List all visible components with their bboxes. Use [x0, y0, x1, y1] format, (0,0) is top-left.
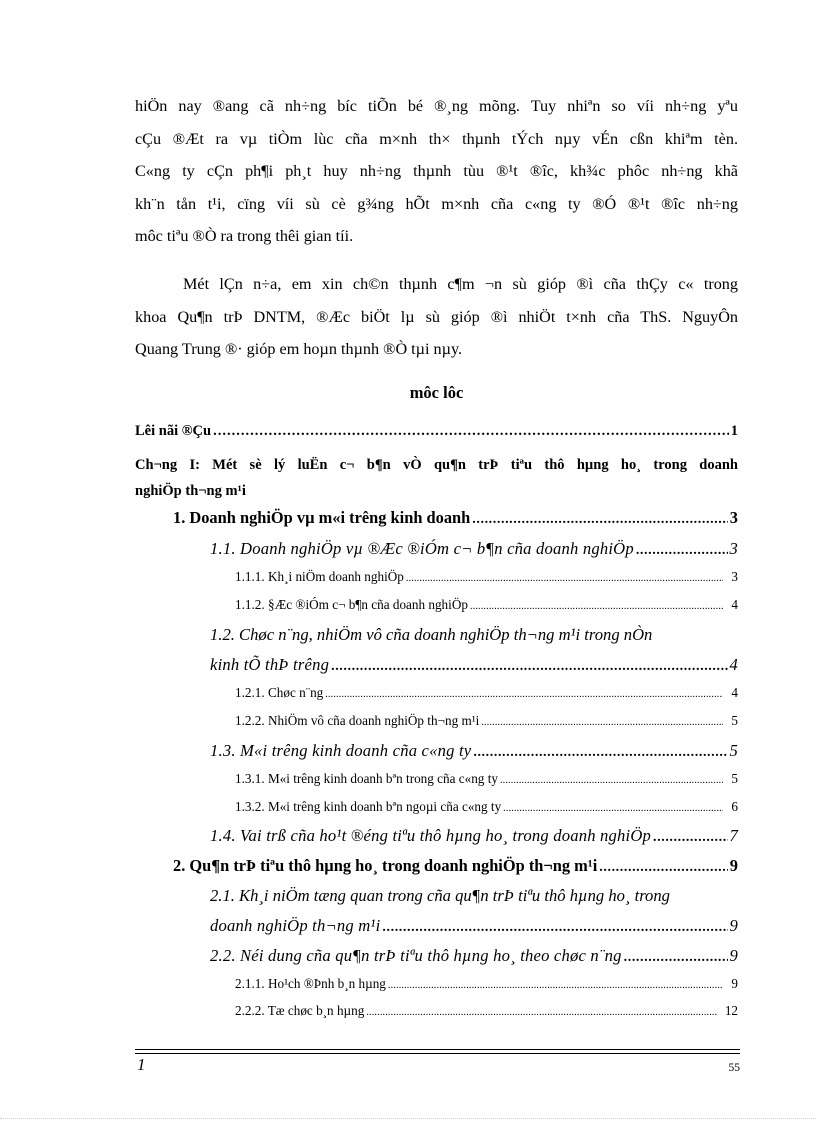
toc-entry-label: 1.1.1. Kh¸i niÖm doanh nghiÖp — [235, 569, 404, 584]
dot-leader — [653, 830, 727, 846]
toc-page-number: 12 — [724, 1003, 738, 1018]
toc-page-number: 5 — [731, 713, 738, 728]
toc-page-number: 4 — [729, 655, 738, 674]
text-line: Ch¬ng I: Mét sè lý luËn c¬ b¶n vÒ qu¶n trÞ tiªu thô hµng ho¸ trong doanh — [135, 457, 738, 473]
intro-paragraph-2 — [135, 268, 738, 366]
toc-page-number: 9 — [729, 856, 738, 875]
toc-entry-label: 1.3.2. M«i trêng kinh doanh bªn ngoµi cña c«ng ty — [235, 799, 502, 814]
toc-entry-1-1[interactable] — [210, 539, 738, 559]
toc-entry-2-1-line1[interactable]: 2.1. Kh¸i niÖm tæng quan trong cña qu¶n trÞ tiªu thô hµng ho¸ trong — [210, 886, 670, 905]
toc-entry-label: kinh tÕ thÞ trêng — [210, 655, 330, 674]
toc-page-number: 3 — [731, 569, 738, 584]
toc-entry-label: doanh nghiÖp th¬ng m¹i — [210, 916, 381, 935]
toc-entry-foreword[interactable] — [135, 423, 738, 440]
toc-entry-label: 2. Qu¶n trÞ tiªu thô hµng ho¸ trong doanh nghiÖp th¬ng m¹i — [173, 856, 598, 875]
toc-entry-1-1-1[interactable] — [235, 569, 738, 585]
dot-leader — [599, 860, 728, 876]
toc-entry-1-2[interactable] — [210, 655, 738, 675]
dot-leader — [388, 980, 724, 991]
dot-leader — [325, 689, 723, 700]
text-line: khoa Qu¶n trÞ DNTM, ®Æc biÖt lµ sù gióp ®ì nhiÖt t×nh cña ThS. NguyÔn — [135, 307, 738, 326]
text-line: môc tiªu ®Ò ra trong thêi gian tíi. — [135, 227, 354, 245]
text-line: C«ng ty cÇn ph¶i ph¸t huy nh÷ng thµnh tùu ®¹t ®îc, kh¾c phôc nh÷ng khã — [135, 162, 738, 180]
intro-paragraph-1 — [135, 90, 738, 253]
text-line: nghiÖp th¬ng m¹i — [135, 483, 246, 499]
toc-entry-label: Lêi nãi ®Çu — [135, 423, 212, 439]
dot-leader — [366, 1007, 716, 1018]
toc-entry-1[interactable] — [173, 508, 738, 528]
text-line: kh¨n tån t¹i, cïng víi sù cè g¾ng hÕt m×nh cña c«ng ty ®Ó ®¹t ®îc nh÷ng — [135, 194, 738, 213]
toc-entry-2-2[interactable] — [210, 946, 738, 966]
toc-page-number: 1 — [730, 423, 738, 439]
toc-title: môc lôc — [409, 383, 464, 402]
toc-entry-1-3[interactable] — [210, 741, 738, 761]
toc-entry-1-2-1[interactable] — [235, 685, 738, 701]
toc-entry-label: 1.3. M«i trêng kinh doanh cña c«ng ty — [210, 741, 472, 760]
text-line: Quang Trung ®· gióp em hoµn thµnh ®Ò tµi nµy. — [135, 340, 463, 358]
toc-entry-label: 1. Doanh nghiÖp vµ m«i trêng kinh doanh — [173, 508, 471, 527]
toc-chapter-1[interactable] — [135, 452, 738, 504]
dot-leader — [213, 423, 729, 440]
dot-leader — [470, 601, 723, 612]
toc-entry-1-2-line1[interactable]: 1.2. Chøc n¨ng, nhiÖm vô cña doanh nghiÖp th¬ng m¹i trong nÒn — [210, 625, 653, 644]
dot-leader — [331, 659, 727, 675]
toc-page-number: 3 — [729, 539, 738, 558]
toc-page-number: 6 — [731, 799, 738, 814]
toc-entry-label: 1.3.1. M«i trêng kinh doanh bªn trong cña c«ng ty — [235, 771, 498, 786]
text-line: Mét lÇn n÷a, em xin ch©n thµnh c¶m ¬n sù gióp ®ì cña thÇy c« trong — [183, 275, 738, 293]
toc-page-number: 5 — [729, 741, 738, 760]
dot-leader — [624, 950, 728, 966]
toc-page-number: 4 — [731, 685, 738, 700]
toc-entry-2-1-1[interactable] — [235, 976, 738, 992]
toc-page-number: 3 — [729, 508, 738, 527]
toc-page-number: 9 — [729, 946, 738, 965]
dot-leader — [481, 717, 723, 728]
toc-entry-2-2-2[interactable] — [235, 1003, 738, 1019]
toc-entry-1-3-1[interactable] — [235, 771, 738, 787]
toc-entry-label: 1.2.1. Chøc n¨ng — [235, 685, 324, 700]
dot-leader — [382, 920, 727, 936]
toc-page-number: 9 — [729, 916, 738, 935]
toc-entry-label: 1.1.2. §Æc ®iÓm c¬ b¶n cña doanh nghiÖp — [235, 597, 468, 612]
toc-entry-label: 2.1.1. Ho¹ch ®Þnh b¸n hµng — [235, 976, 386, 991]
toc-page-number: 5 — [731, 771, 738, 786]
toc-entry-label: 1.2.2. NhiÖm vô cña doanh nghiÖp th¬ng m¹i — [235, 713, 480, 728]
footer-left-number: 1 — [137, 1055, 146, 1074]
dot-leader — [503, 803, 723, 814]
page-number: 55 — [728, 1062, 740, 1074]
toc-entry-label: 2.2. Néi dung cña qu¶n trÞ tiªu thô hµng ho¸ theo chøc n¨ng — [210, 946, 622, 965]
footer-rule — [135, 1049, 740, 1050]
toc-page-number: 9 — [731, 976, 738, 991]
toc-entry-label: 1.1. Doanh nghiÖp vµ ®Æc ®iÓm c¬ b¶n cña doanh nghiÖp — [210, 539, 634, 558]
toc-page-number: 7 — [729, 826, 738, 845]
toc-entry-label: 2.2.2. Tæ chøc b¸n hµng — [235, 1003, 365, 1018]
dot-leader — [473, 745, 727, 761]
toc-page-number: 4 — [731, 597, 738, 612]
toc-entry-label: 1.4. Vai trß cña ho¹t ®éng tiªu thô hµng ho¸ trong doanh nghiÖp — [210, 826, 652, 845]
text-line: cÇu ®Æt ra vµ tiÒm lùc cña m×nh th× thµnh tÝch nµy vÉn cßn khiªm tèn. — [135, 129, 738, 148]
dot-leader — [472, 512, 728, 528]
dot-leader — [406, 573, 724, 584]
toc-entry-2-1[interactable] — [210, 916, 738, 936]
dot-leader — [500, 775, 723, 786]
toc-entry-2[interactable] — [173, 856, 738, 876]
toc-entry-1-3-2[interactable] — [235, 799, 738, 815]
page-edge — [0, 1118, 816, 1119]
text-line: hiÖn nay ®ang cã nh÷ng bíc tiÕn bé ®¸ng mõng. Tuy nhiªn so víi nh÷ng yªu — [135, 97, 738, 115]
dot-leader — [636, 543, 728, 559]
toc-entry-1-2-2[interactable] — [235, 713, 738, 729]
footer-rule-thin — [135, 1053, 740, 1054]
toc-entry-1-1-2[interactable] — [235, 597, 738, 613]
toc-entry-1-4[interactable] — [210, 826, 738, 846]
